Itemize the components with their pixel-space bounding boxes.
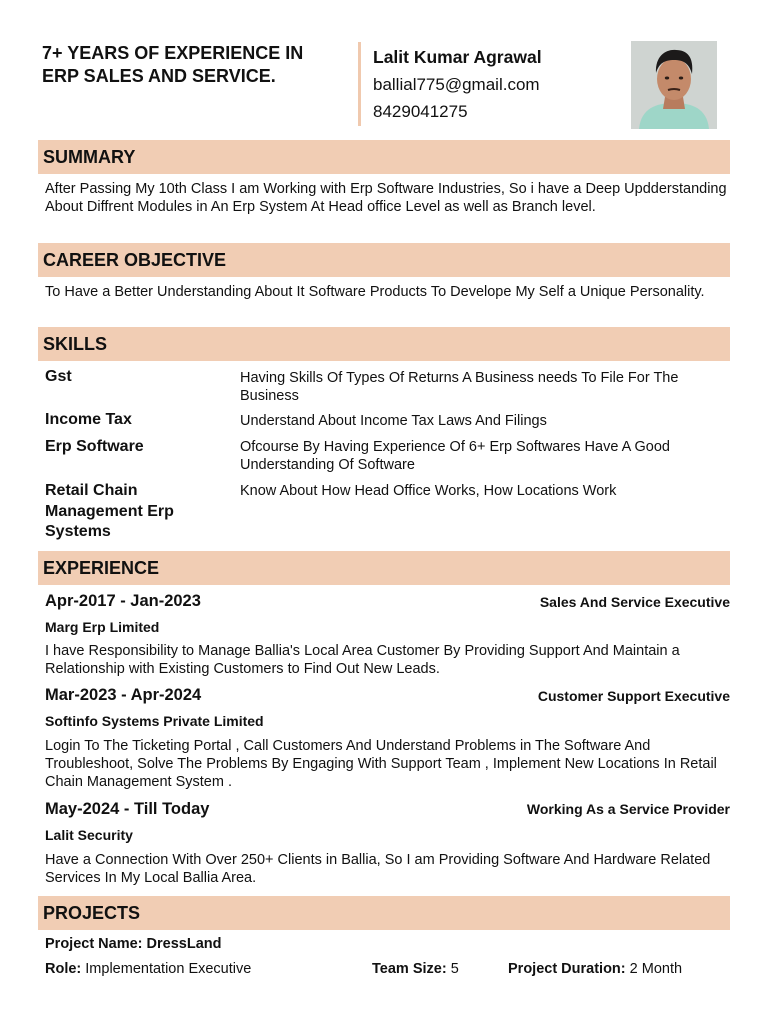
skill-description: Understand About Income Tax Laws And Filings [240,413,547,429]
experience-dates: Mar-2023 - Apr-2024 [45,686,202,704]
skill-name: Retail Chain Management Erp Systems [45,482,174,540]
header-divider [358,42,361,126]
experience-company: Marg Erp Limited [45,619,160,635]
profile-photo [631,41,717,129]
team-size-label: Team Size: [372,961,447,977]
experience-company: Lalit Security [45,827,133,843]
email: ballial775@gmail.com [373,75,540,94]
experience-role: Working As a Service Provider [526,801,730,817]
section-summary-header: SUMMARY [38,140,730,174]
contact-block [373,44,542,125]
section-objective-header: CAREER OBJECTIVE [38,243,730,277]
project-name-value: DressLand [146,936,222,952]
section-projects-header: PROJECTS [38,896,730,930]
experience-company: Softinfo Systems Private Limited [45,713,264,729]
experience-description: Login To The Ticketing Portal , Call Customers And Understand Problems in The Software And Troubleshoot, Solve The Problems By Engaging With Support Team , Implement New Locations In Retail Chain Management System . [45,738,717,791]
section-experience-header: EXPERIENCE [38,551,730,585]
experience-role: Customer Support Executive [537,688,730,704]
skill-name: Erp Software [45,438,144,455]
skill-description: Having Skills Of Types Of Returns A Business needs To File For The Business [240,370,679,405]
skill-description: Know About How Head Office Works, How Locations Work [240,483,617,499]
project-role-value: Implementation Executive [85,961,252,977]
project-duration [508,960,682,978]
candidate-name: Lalit Kumar Agrawal [373,47,542,67]
experience-dates: May-2024 - Till Today [45,800,210,818]
summary-text: After Passing My 10th Class I am Working with Erp Software Industries, So i have a Deep Updderstanding About Diffrent Modules in An Erp System At Head office Level as well as Branch level. [45,181,727,216]
team-size-value: 5 [450,961,459,977]
phone: 8429041275 [373,102,468,121]
experience-description: Have a Connection With Over 250+ Clients in Ballia, So I am Providing Software And Hardware Related Services In My Local Ballia Area. [45,852,711,887]
project-role-label: Role: [45,961,82,977]
headline: 7+ YEARS OF EXPERIENCE IN ERP SALES AND SERVICE. [42,43,304,86]
skill-description: Ofcourse By Having Experience Of 6+ Erp Softwares Have A Good Understanding Of Software [240,439,670,474]
experience-role: Sales And Service Executive [539,594,730,610]
duration-label: Project Duration: [508,961,626,977]
experience-dates: Apr-2017 - Jan-2023 [45,592,201,610]
experience-description: I have Responsibility to Manage Ballia's Local Area Customer By Providing Support And Maintain a Relationship with Existing Customers to Find Out New Leads. [45,643,680,678]
section-skills-header: SKILLS [38,327,730,361]
skill-name: Gst [45,368,72,385]
duration-value: 2 Month [629,961,683,977]
project-team-size [372,960,459,978]
project-name [45,935,222,953]
skill-name: Income Tax [45,411,132,428]
objective-text: To Have a Better Understanding About It Software Products To Develope My Self a Unique Personality. [45,284,705,300]
project-name-label: Project Name: [45,936,143,952]
project-role [45,960,251,978]
